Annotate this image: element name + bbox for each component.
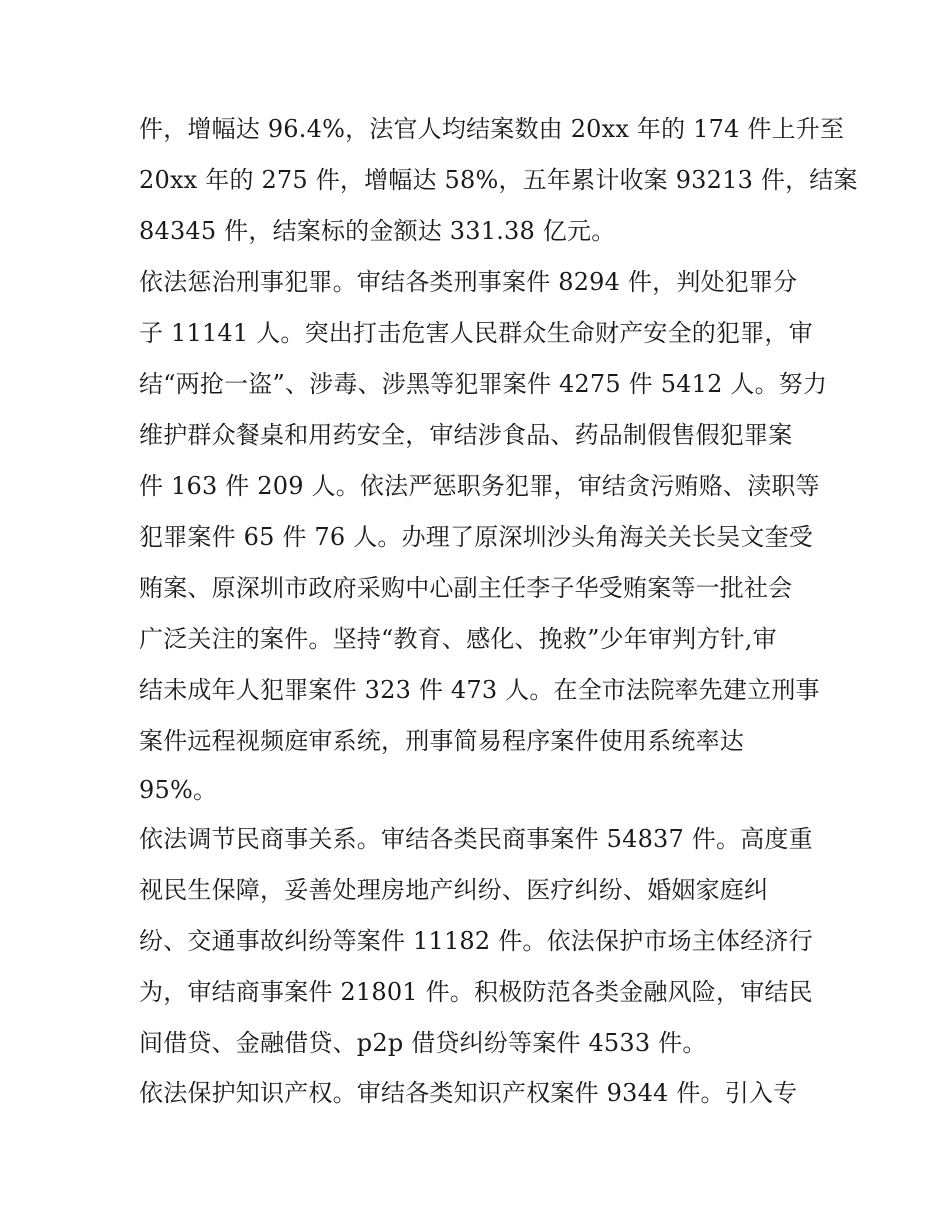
text-line: 子 11141 人。突出打击危害人民群众生命财产安全的犯罪，审 xyxy=(139,319,813,347)
text-line: 贿案、原深圳市政府采购中心副主任李子华受贿案等一批社会 xyxy=(139,574,793,602)
text-line: 案件远程视频庭审系统，刑事简易程序案件使用系统率达 xyxy=(139,727,744,755)
text-line: 件，增幅达 96.4%，法官人均结案数由 20xx 年的 174 件上升至 xyxy=(139,115,845,143)
text-line: 件 163 件 209 人。依法严惩职务犯罪，审结贪污贿赂、渎职等 xyxy=(139,472,820,500)
text-line: 20xx 年的 275 件，增幅达 58%，五年累计收案 93213 件，结案 xyxy=(139,166,858,194)
text-line: 为，审结商事案件 21801 件。积极防范各类金融风险，审结民 xyxy=(139,978,813,1006)
text-line: 间借贷、金融借贷、p2p 借贷纠纷等案件 4533 件。 xyxy=(139,1029,707,1057)
paragraph-start-line: 依法调节民商事关系。审结各类民商事案件 54837 件。高度重 xyxy=(139,825,813,853)
paragraph-start-line: 依法惩治刑事犯罪。审结各类刑事案件 8294 件，判处犯罪分 xyxy=(139,268,798,296)
text-line: 犯罪案件 65 件 76 人。办理了原深圳沙头角海关关长吴文奎受 xyxy=(139,523,813,551)
text-line: 结未成年人犯罪案件 323 件 473 人。在全市法院率先建立刑事 xyxy=(139,676,820,704)
text-line: 广泛关注的案件。坚持“教育、感化、挽救”少年审判方针,审 xyxy=(139,625,777,653)
text-line: 维护群众餐桌和用药安全，审结涉食品、药品制假售假犯罪案 xyxy=(139,421,793,449)
text-line: 视民生保障，妥善处理房地产纠纷、医疗纠纷、婚姻家庭纠 xyxy=(139,876,769,904)
text-line: 结“两抢一盗”、涉毒、涉黑等犯罪案件 4275 件 5412 人。努力 xyxy=(139,370,828,398)
text-line: 纷、交通事故纠纷等案件 11182 件。依法保护市场主体经济行 xyxy=(139,927,813,955)
text-line: 84345 件，结案标的金额达 331.38 亿元。 xyxy=(139,217,616,245)
text-line: 95%。 xyxy=(139,776,218,804)
paragraph-start-line: 依法保护知识产权。审结各类知识产权案件 9344 件。引入专 xyxy=(139,1079,798,1107)
